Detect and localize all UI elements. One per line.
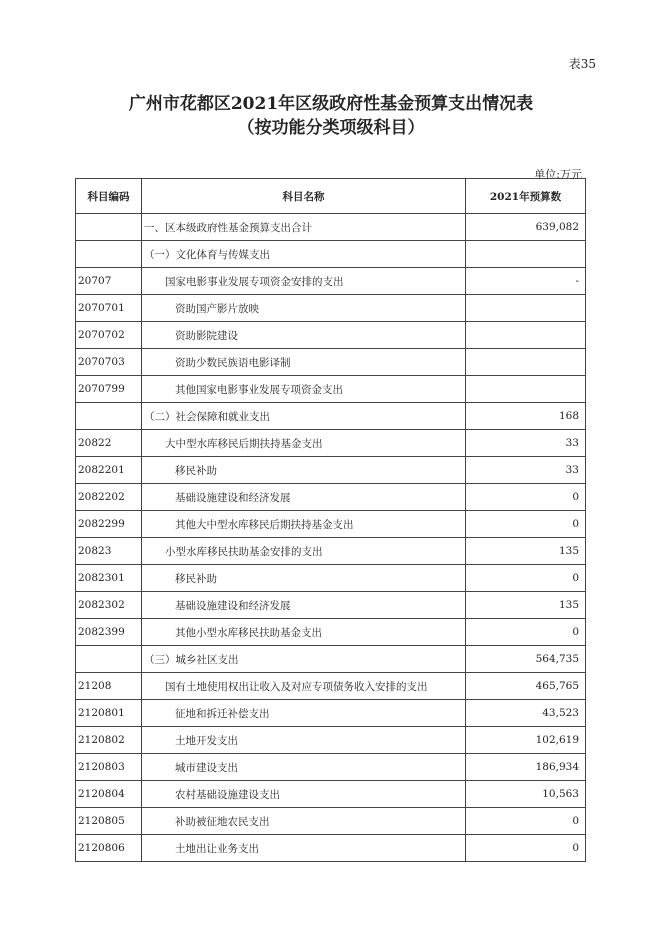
row-code: 21208 xyxy=(76,673,142,700)
header-amount: 2021年预算数 xyxy=(466,179,586,214)
table-row xyxy=(76,754,586,781)
row-code: 2082202 xyxy=(76,484,142,511)
row-amount: 186,934 xyxy=(466,754,586,781)
row-name: 补助被征地农民支出 xyxy=(142,808,466,835)
row-amount: 135 xyxy=(466,592,586,619)
table-row xyxy=(76,457,586,484)
row-name: 基础设施建设和经济发展 xyxy=(142,484,466,511)
title-line-1: 广州市花都区2021年区级政府性基金预算支出情况表 xyxy=(128,94,534,114)
title-line-2: （按功能分类项级科目） xyxy=(237,118,425,138)
table-row xyxy=(76,403,586,430)
row-amount: 0 xyxy=(466,619,586,646)
row-name: 其他大中型水库移民后期扶持基金支出 xyxy=(142,511,466,538)
row-amount: 135 xyxy=(466,538,586,565)
row-name: 资助少数民族语电影译制 xyxy=(142,349,466,376)
row-code: 2120803 xyxy=(76,754,142,781)
row-code: 2082201 xyxy=(76,457,142,484)
row-code: 2120805 xyxy=(76,808,142,835)
table-row xyxy=(76,430,586,457)
row-amount: 0 xyxy=(466,565,586,592)
row-code: 2120804 xyxy=(76,781,142,808)
table-row xyxy=(76,700,586,727)
row-code: 2070701 xyxy=(76,295,142,322)
row-name: 小型水库移民扶助基金安排的支出 xyxy=(142,538,466,565)
row-amount: 0 xyxy=(466,835,586,862)
row-name: 其他国家电影事业发展专项资金支出 xyxy=(142,376,466,403)
table-row xyxy=(76,241,586,268)
row-amount: 102,619 xyxy=(466,727,586,754)
row-amount: 33 xyxy=(466,457,586,484)
table-row xyxy=(76,592,586,619)
row-name: 资助影院建设 xyxy=(142,322,466,349)
row-name: 土地出让业务支出 xyxy=(142,835,466,862)
row-code: 2120802 xyxy=(76,727,142,754)
table-row xyxy=(76,295,586,322)
budget-table xyxy=(75,178,586,862)
row-amount: 564,735 xyxy=(466,646,586,673)
row-code: 2120806 xyxy=(76,835,142,862)
row-name: 其他小型水库移民扶助基金支出 xyxy=(142,619,466,646)
row-name: 资助国产影片放映 xyxy=(142,295,466,322)
row-amount: 0 xyxy=(466,808,586,835)
row-code: 2082302 xyxy=(76,592,142,619)
row-amount xyxy=(466,241,586,268)
table-row xyxy=(76,673,586,700)
row-name: 土地开发支出 xyxy=(142,727,466,754)
row-name: 移民补助 xyxy=(142,565,466,592)
row-code: 2120801 xyxy=(76,700,142,727)
row-name: 大中型水库移民后期扶持基金支出 xyxy=(142,430,466,457)
row-amount: 10,563 xyxy=(466,781,586,808)
table-row xyxy=(76,349,586,376)
row-code: 2070799 xyxy=(76,376,142,403)
row-code: 20822 xyxy=(76,430,142,457)
row-name: 移民补助 xyxy=(142,457,466,484)
row-code xyxy=(76,403,142,430)
row-amount xyxy=(466,295,586,322)
row-code: 20707 xyxy=(76,268,142,295)
row-amount xyxy=(466,322,586,349)
row-code: 2082301 xyxy=(76,565,142,592)
row-amount xyxy=(466,376,586,403)
row-name: 一、区本级政府性基金预算支出合计 xyxy=(142,214,466,241)
header-row xyxy=(76,179,586,214)
row-name: （三）城乡社区支出 xyxy=(142,646,466,673)
page-title xyxy=(0,92,662,140)
table-row xyxy=(76,214,586,241)
table-row xyxy=(76,835,586,862)
row-amount: 639,082 xyxy=(466,214,586,241)
table-row xyxy=(76,484,586,511)
row-name: （一）文化体育与传媒支出 xyxy=(142,241,466,268)
row-code xyxy=(76,214,142,241)
table-row xyxy=(76,646,586,673)
table-row xyxy=(76,538,586,565)
row-amount: 33 xyxy=(466,430,586,457)
table-row xyxy=(76,511,586,538)
row-name: 农村基础设施建设支出 xyxy=(142,781,466,808)
row-name: 国有土地使用权出让收入及对应专项债务收入安排的支出 xyxy=(142,673,466,700)
row-code xyxy=(76,646,142,673)
table-row xyxy=(76,322,586,349)
table-row xyxy=(76,376,586,403)
table-row xyxy=(76,565,586,592)
row-code: 20823 xyxy=(76,538,142,565)
row-code: 2070702 xyxy=(76,322,142,349)
table-row xyxy=(76,808,586,835)
row-name: 城市建设支出 xyxy=(142,754,466,781)
row-code: 2070703 xyxy=(76,349,142,376)
row-code xyxy=(76,241,142,268)
table-body xyxy=(76,214,586,862)
row-amount: 43,523 xyxy=(466,700,586,727)
page-number: 表35 xyxy=(568,57,596,71)
unit-label: 单位:万元 xyxy=(534,168,582,181)
row-amount xyxy=(466,349,586,376)
row-code: 2082399 xyxy=(76,619,142,646)
table-row xyxy=(76,268,586,295)
row-amount: 465,765 xyxy=(466,673,586,700)
header-name: 科目名称 xyxy=(142,179,466,214)
row-amount: 168 xyxy=(466,403,586,430)
row-amount: 0 xyxy=(466,511,586,538)
row-name: 国家电影事业发展专项资金安排的支出 xyxy=(142,268,466,295)
table-row xyxy=(76,727,586,754)
row-code: 2082299 xyxy=(76,511,142,538)
row-name: 征地和拆迁补偿支出 xyxy=(142,700,466,727)
row-name: 基础设施建设和经济发展 xyxy=(142,592,466,619)
table-row xyxy=(76,619,586,646)
header-code: 科目编码 xyxy=(76,179,142,214)
table-row xyxy=(76,781,586,808)
row-amount: - xyxy=(466,268,586,295)
row-name: （二）社会保障和就业支出 xyxy=(142,403,466,430)
row-amount: 0 xyxy=(466,484,586,511)
